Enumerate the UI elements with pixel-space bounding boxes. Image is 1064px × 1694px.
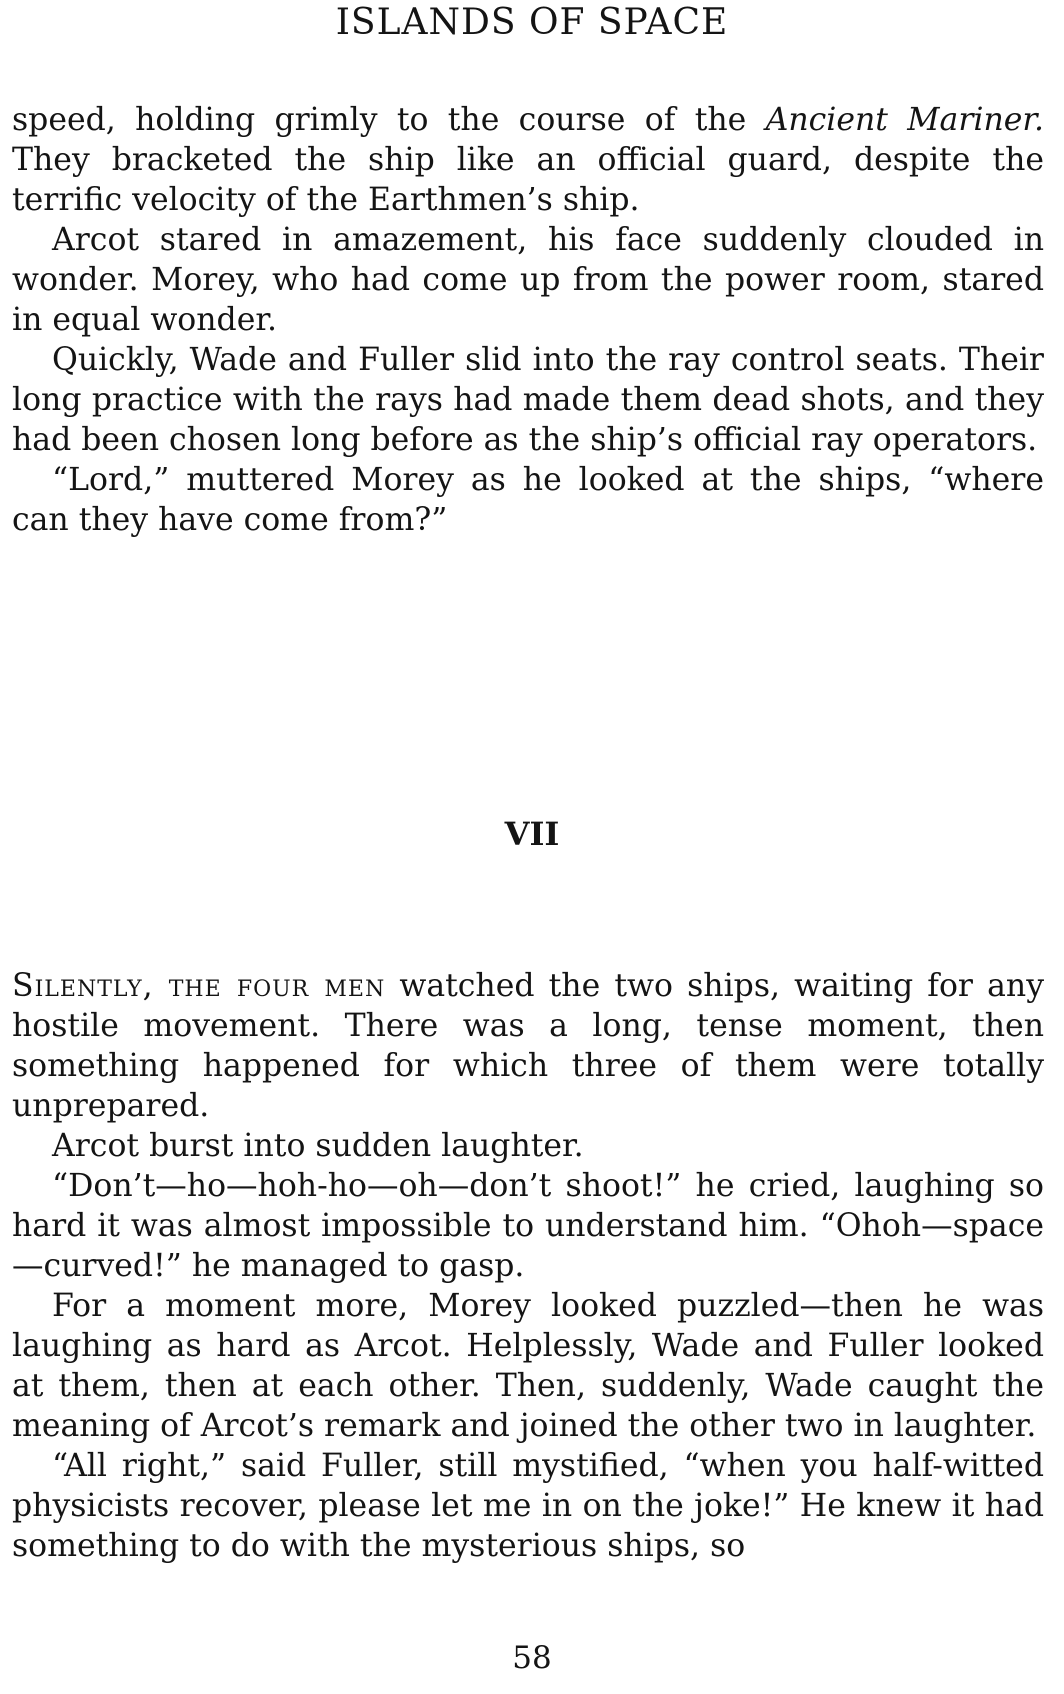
running-head: ISLANDS OF SPACE [335,2,729,43]
paragraph [12,966,1044,1126]
text-block-bottom [12,966,1044,1566]
text-span: speed, holding grimly to the course of the [12,102,766,138]
chapter-heading: VII [504,815,560,853]
paragraph: Quickly, Wade and Fuller slid into the ray control seats. Their long practice with the rays had made them dead shots, and they had been chosen long before as the ship’s official ray operators. [12,342,1044,458]
paragraph: Arcot stared in amazement, his face suddenly clouded in wonder. Morey, who had come up from the power room, stared in equal wonder. [12,222,1044,338]
text-block-top [12,100,1044,540]
paragraph: Arcot burst into sudden laughter. [52,1128,584,1164]
text-span: watched the two ships, waiting for any hostile movement. There was a long, tense moment, then something happened for which three of them were totally unprepared. [12,968,1044,1124]
page-number: 58 [512,1640,552,1676]
text-span: They bracketed the ship like an official guard, despite the terrific velocity of the Earthmen’s ship. [12,142,1044,218]
paragraph: “Lord,” muttered Morey as he looked at the ships, “where can they have come from?” [12,462,1044,538]
paragraph [12,100,1044,220]
paragraph: “Don’t—ho—hoh-ho—oh—don’t shoot!” he cried, laughing so hard it was almost impossible to understand him. “Ohoh—space—curved!” he managed to gasp. [12,1168,1044,1284]
paragraph: For a moment more, Morey looked puzzled—then he was laughing as hard as Arcot. Helplessly, Wade and Fuller looked at them, then at each other. Then, suddenly, Wade caught the meaning of Arcot’s remark and joined the other two in laughter. [12,1288,1044,1444]
paragraph: “All right,” said Fuller, still mystified, “when you half-witted physicists recover, please let me in on the joke!” He knew it had something to do with the mysterious ships, so [12,1448,1044,1564]
ship-name: Ancient Mariner. [765,102,1044,138]
opening-smallcaps: Silently, the four men [12,968,386,1004]
